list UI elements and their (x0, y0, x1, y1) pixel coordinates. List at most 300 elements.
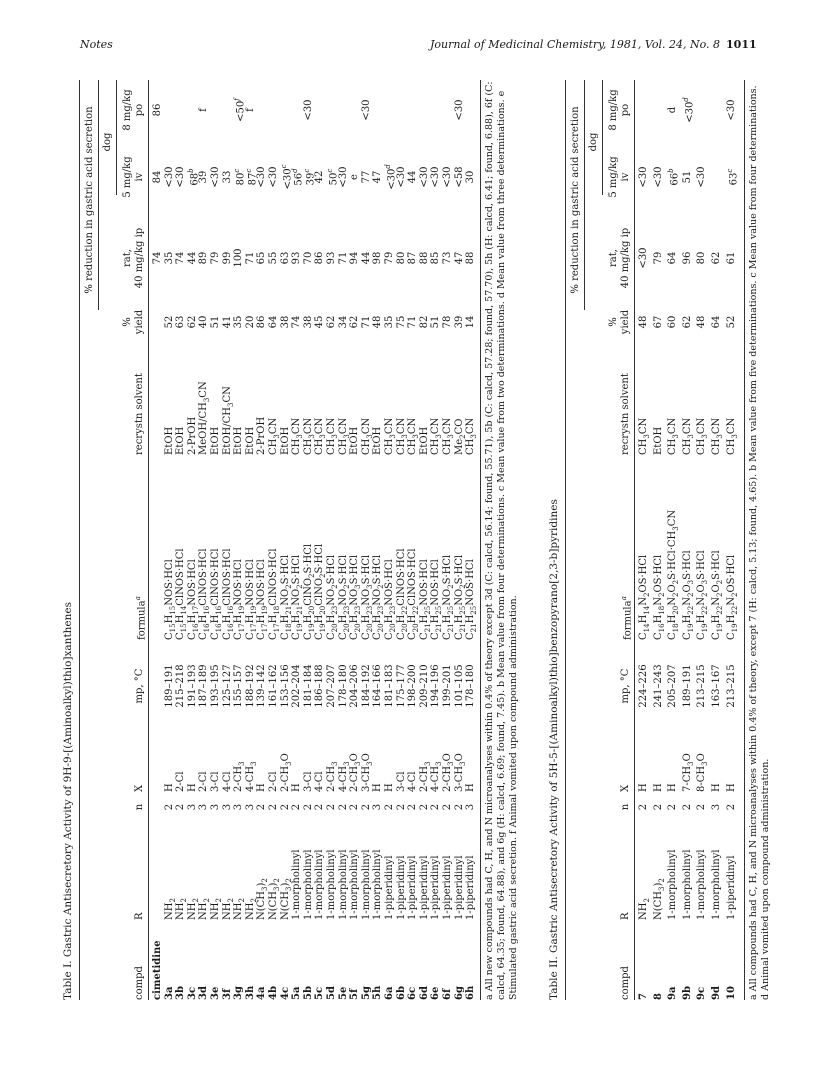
table-cell: 5b (302, 986, 314, 1000)
table-cell: $C_{19}H_{22}N_2OS\cdot HCl$ (725, 554, 739, 640)
table-cell: EtOH (163, 426, 175, 455)
table-cell: 63 (175, 315, 187, 329)
table-cell: 2 (279, 803, 291, 811)
table-cell: H (638, 783, 649, 792)
column-header: R (134, 912, 145, 920)
table-cell: 3 (233, 803, 245, 811)
table-cell: $7-CH_3O$ (681, 753, 695, 792)
column-header: 40 mg/kg ip (134, 227, 145, 289)
dog-header: dog (588, 132, 599, 152)
table-cell: 9c (696, 986, 708, 1000)
table-1 (62, 70, 532, 1010)
table-cell: 199–201 (442, 664, 453, 708)
table-cell: 9a (667, 986, 679, 1000)
group-header: % reduction in gastric acid secretion (84, 106, 95, 294)
table-cell: H (163, 783, 175, 792)
table-cell: 213–215 (725, 664, 737, 708)
table-cell: 65 (256, 251, 268, 265)
table-cell: 68$^b$ (186, 168, 201, 186)
table-1-title: Table I. Gastric Antisecretory Activity of 9H-9-[(Aminoalkyl)thio]xanthenes (62, 601, 74, 1000)
table-cell: 80$^c$ (233, 168, 247, 186)
table-cell: 161–162 (268, 664, 279, 708)
table-cell: $CH_3CN$ (326, 417, 339, 455)
table-cell: 9b (681, 986, 693, 1000)
table-cell: 70 (302, 251, 314, 265)
table-cell: 74 (152, 251, 163, 265)
table-cell: $C_{21}H_{25}NOS\cdot HCl$ (465, 559, 479, 640)
table-cell: 51 (210, 315, 221, 329)
table-cell: $CH_3CN$ (681, 417, 695, 455)
table-cell: 10 (725, 986, 737, 1000)
table-cell: $4-CH_3$ (244, 761, 258, 792)
table-cell: H (725, 783, 737, 792)
column-header: mp, °C (134, 668, 145, 704)
table-cell: 3 (372, 803, 384, 811)
table-cell: 52 (725, 315, 737, 329)
table-cell: $C_{14}H_{14}N_2OS\cdot HCl$ (638, 554, 651, 640)
table-cell: 33 (221, 170, 233, 184)
table-cell: $NH_2$ (198, 898, 212, 920)
table-cell: <30 (418, 166, 430, 188)
table-cell: 44 (360, 251, 372, 265)
table-cell: 9d (711, 986, 722, 1000)
column-header: 5 mg/kg (122, 156, 133, 198)
table-cell: 94 (349, 251, 361, 265)
table-cell: 8 (652, 993, 664, 1000)
table-cell: 42 (314, 170, 326, 184)
table-cell: 189–191 (163, 664, 175, 708)
table-cell: 181–184 (302, 664, 314, 708)
column-header: rat, (608, 249, 619, 267)
table-cell: 100 (233, 248, 245, 268)
table-cell: $C_{19}H_{22}N_2O_3S\cdot HCl$ (681, 550, 695, 640)
table-cell: cimetidine (152, 940, 163, 1000)
table-cell: $NH_2$ (163, 898, 177, 920)
table-2-title: Table II. Gastric Antisecretory Activity of 5H-5-[(Aminoalkyl)thio]benzopyrano[2,3-b]pyridines (548, 499, 560, 1000)
column-header: formula$^a$ (134, 596, 148, 640)
table-cell: 191–193 (186, 664, 198, 708)
group-rule (584, 80, 585, 310)
table-cell: 88 (465, 251, 477, 265)
table-cell: 2 (667, 803, 679, 811)
table-cell: 186–188 (314, 664, 326, 708)
table-cell: 6c (407, 986, 419, 1000)
table-cell: <30 (337, 166, 349, 188)
table-cell: 6g (453, 986, 465, 1000)
table-cell: 1-morpholinyl (326, 849, 337, 920)
table-cell: $<30^d$ (681, 97, 696, 123)
table-cell: 44 (186, 251, 198, 265)
table-cell: 73 (442, 251, 453, 265)
table-cell: 45 (314, 315, 326, 329)
table-cell: 86 (256, 315, 268, 329)
table-cell: $C_{19}H_{21}NO_2S\cdot HCl$ (291, 554, 305, 640)
group-header: % reduction in gastric acid secretion (570, 106, 581, 294)
table-cell: $4-CH_3$ (430, 761, 444, 792)
column-header: po (620, 103, 631, 117)
table-cell: $C_{15}H_{15}NOS\cdot HCl$ (163, 559, 177, 640)
column-header: po (134, 103, 145, 117)
table-cell: 4b (268, 986, 279, 1000)
table-cell: $C_{19}H_{22}N_2O_2S\cdot HCl$ (711, 550, 724, 640)
table-cell: 205–207 (667, 664, 679, 708)
table-cell: EtOH (418, 426, 430, 455)
table-cell: 4-Cl (221, 771, 233, 792)
table-cell: $C_{19}H_{22}N_2O_3S\cdot HCl$ (696, 550, 710, 640)
running-header-section: Notes (80, 38, 113, 51)
table-cell: $C_{18}H_{21}NO_2S\cdot HCl$ (279, 554, 293, 640)
column-header: % (608, 317, 619, 327)
table-cell: 187–189 (198, 664, 210, 708)
table-cell: $C_{16}H_{16}ClNOS\cdot HCl$ (198, 548, 212, 640)
table-cell: 178–180 (337, 664, 349, 708)
table-cell: $C_{20}H_{23}NO_2S\cdot HCl$ (326, 554, 339, 640)
table-cell: $C_{21}H_{25}NOS\cdot HCl$ (430, 559, 444, 640)
table-cell: EtOH (244, 426, 256, 455)
table-cell: $C_{17}H_{19}NOS\cdot HCl$ (233, 559, 247, 640)
table-cell: $C_{18}H_{20}N_2O_2S\cdot HCl\cdot CH_3CN$ (667, 509, 681, 640)
table-cell: $CH_3CN$ (268, 417, 281, 455)
table-cell: 3 (244, 803, 256, 811)
table-cell: <30 (256, 166, 268, 188)
table-cell: 6b (395, 986, 407, 1000)
table-cell: 1-piperidinyl (395, 855, 407, 920)
table-cell: 86 (152, 103, 163, 117)
table-cell: 62 (349, 315, 361, 329)
table-cell: 2 (453, 803, 465, 811)
column-header: 40 mg/kg ip (620, 227, 631, 289)
table-cell: $NH_2$ (244, 898, 258, 920)
top-rule (79, 80, 80, 1000)
table-cell: 241–243 (652, 664, 664, 708)
table-cell: 2-Cl (198, 771, 210, 792)
table-cell: $C_{17}H_{18}ClNOS\cdot HCl$ (268, 548, 281, 640)
table-cell: 198–200 (407, 664, 419, 708)
table-cell: 2 (349, 803, 361, 811)
table-cell: 3e (210, 986, 221, 1000)
table-cell: 63$^c$ (725, 168, 739, 186)
column-header: 5 mg/kg (608, 156, 619, 198)
table-cell: <30 (652, 166, 664, 188)
table-cell: 63 (279, 251, 291, 265)
table-cell: 75 (395, 315, 407, 329)
table-cell: 77 (360, 170, 372, 184)
table-cell: 2 (418, 803, 430, 811)
table-cell: 1-morpholinyl (349, 849, 361, 920)
table-cell: EtOH (210, 426, 221, 455)
table-cell: $C_{21}H_{25}NO_2S\cdot HCl$ (453, 554, 467, 640)
table-cell: 5d (326, 986, 337, 1000)
bottom-rule (480, 80, 481, 1000)
table-cell: 139–142 (256, 664, 268, 708)
table-cell: 4c (279, 986, 291, 1000)
header-rule (148, 80, 149, 1000)
table-cell: 175–177 (395, 664, 407, 708)
table-cell: 2 (395, 803, 407, 811)
table-cell: $C_{16}H_{18}N_2OS\cdot HCl$ (652, 554, 666, 640)
table-cell: 1-piperidinyl (453, 855, 465, 920)
table-cell: 184–192 (360, 664, 372, 708)
table-cell: <30 (453, 99, 465, 121)
table-cell: 3a (163, 986, 175, 1000)
table-cell: $N(CH_3)_2$ (268, 878, 281, 920)
table-cell: 2 (337, 803, 349, 811)
table-cell: EtOH (175, 426, 187, 455)
column-header: compd (134, 966, 145, 1000)
table-cell: <30 (163, 166, 175, 188)
table-cell: 1-piperidinyl (430, 855, 442, 920)
table-cell: EtOH (652, 426, 664, 455)
table-cell: $C_{20}H_{23}NO_3S\cdot HCl$ (360, 554, 374, 640)
table-cell: $C_{20}H_{22}ClNOS\cdot HCl$ (395, 548, 409, 640)
table-cell: 3h (244, 985, 256, 1000)
table-cell: e (349, 174, 361, 180)
table-cell: 2 (163, 803, 175, 811)
table-cell: 2 (314, 803, 326, 811)
running-header-journal (430, 38, 757, 51)
table-cell: 39 (453, 315, 465, 329)
table-cell: <30 (430, 166, 442, 188)
table-cell: $4-CH_3$ (337, 761, 351, 792)
table-cell: 79 (210, 251, 221, 265)
table-cell: $C_{21}H_{25}NOS\cdot HCl$ (418, 559, 432, 640)
table-cell: 20 (244, 315, 256, 329)
table-cell: <30 (442, 166, 453, 188)
table-cell: 125–127 (221, 664, 233, 708)
column-header: rat, (122, 249, 133, 267)
table-2-footnote: a All compounds had C, H, and N microanalyses within 0.4% of theory, except 7 (H: calcd, 5.13; found, 4.65). b Mean value from five determinations. c Mean value from four determinations. d Animal vomited upon compound administration. (748, 85, 771, 1000)
column-header: X (620, 784, 631, 792)
table-cell: EtOH (372, 426, 384, 455)
table-cell: 56$^d$ (291, 168, 305, 186)
table-cell: 3d (198, 986, 210, 1000)
table-cell: 4-Cl (407, 771, 419, 792)
table-cell: 164–166 (372, 664, 384, 708)
table-cell: 155–157 (233, 664, 245, 708)
table-cell: 39 (198, 170, 210, 184)
table-cell: $C_{19}H_{20}ClNO_2S\cdot HCl$ (314, 543, 328, 640)
table-cell: 78 (442, 315, 453, 329)
table-cell: 5g (360, 986, 372, 1000)
table-cell: 52 (163, 315, 175, 329)
table-cell: 1-morpholinyl (291, 849, 303, 920)
table-cell: $C_{16}H_{16}ClNOS\cdot HCl$ (221, 548, 235, 640)
table-cell: $C_{15}H_{14}ClNOS\cdot HCl$ (175, 548, 189, 640)
table-cell: 35 (233, 315, 245, 329)
table-cell: 67 (652, 315, 664, 329)
table-cell: <30 (210, 166, 221, 188)
table-cell: 3-Cl (302, 771, 314, 792)
table-cell: 3f (221, 988, 233, 1000)
table-cell: 1-morpholinyl (696, 849, 708, 920)
table-cell: 2 (360, 803, 372, 811)
table-cell: 71 (407, 315, 419, 329)
table-cell: 2 (302, 803, 314, 811)
table-cell: 3g (233, 986, 245, 1000)
table-cell: $C_{21}H_{25}NO_2S\cdot HCl$ (442, 554, 455, 640)
table-cell: 64 (711, 315, 722, 329)
table-cell: <30 (638, 247, 649, 269)
table-cell: 2 (638, 803, 649, 811)
table-cell: $<50^f$ (233, 98, 247, 122)
table-cell: 71 (244, 251, 256, 265)
table-cell: 1-morpholinyl (302, 849, 314, 920)
table-cell: 2 (256, 803, 268, 811)
table-cell: 163–167 (711, 664, 722, 708)
table-cell: $8-CH_3O$ (696, 753, 710, 792)
table-cell: 35 (163, 251, 175, 265)
table-cell: 1-morpholinyl (681, 849, 693, 920)
column-header: 8 mg/kg (122, 89, 133, 131)
table-cell: $NH_2$ (186, 898, 200, 920)
table-cell: <30 (360, 99, 372, 121)
table-cell: EtOH (349, 426, 361, 455)
table-cell: 3 (711, 803, 722, 811)
table-cell: 215–218 (175, 664, 187, 708)
table-cell: 3 (465, 803, 477, 811)
table-cell: 34 (337, 315, 349, 329)
table-cell: $2-CH_3$ (418, 761, 432, 792)
table-cell: 64 (667, 251, 679, 265)
table-cell: H (667, 783, 679, 792)
table-cell: 4-Cl (314, 771, 326, 792)
table-cell: $CH_3CN$ (314, 417, 328, 455)
table-cell: 6e (430, 986, 442, 1000)
table-cell: 74 (291, 315, 303, 329)
table-cell: 99 (221, 251, 233, 265)
group-rule (98, 80, 99, 310)
table-cell: 1-morpholinyl (337, 849, 349, 920)
table-cell: 44 (407, 170, 419, 184)
table-cell: 101–105 (453, 664, 465, 708)
table-cell: 1-morpholinyl (667, 849, 679, 920)
table-cell: 1-morpholinyl (372, 849, 384, 920)
table-cell: 2 (384, 803, 395, 811)
journal-citation: Journal of Medicinal Chemistry, 1981, Vol. 24, No. 8 (430, 38, 721, 51)
table-cell: 60 (667, 315, 679, 329)
table-cell: 79 (652, 251, 664, 265)
table-cell: 79 (384, 251, 395, 265)
table-cell: 5a (291, 986, 303, 1000)
table-cell: 88 (418, 251, 430, 265)
table-cell: <30 (725, 99, 737, 121)
table-cell: $C_{17}H_{19}NOS\cdot HCl$ (256, 559, 270, 640)
table-cell: $3-CH_3O$ (453, 753, 467, 792)
table-cell: <30 (395, 166, 407, 188)
table-cell: 62 (681, 315, 693, 329)
table-cell: 5h (372, 985, 384, 1000)
table-cell: $NH_2$ (638, 898, 651, 920)
table-cell: 85 (430, 251, 442, 265)
table-cell: 1-morpholinyl (314, 849, 326, 920)
table-cell: <30 (302, 99, 314, 121)
table-cell: $<30^c$ (279, 164, 293, 190)
table-cell: 62 (711, 251, 722, 265)
table-cell: $N(CH_3)_2$ (256, 878, 270, 920)
table-cell: 3-Cl (210, 771, 221, 792)
table-cell: 98 (372, 251, 384, 265)
table-cell: 71 (337, 251, 349, 265)
table-cell: $NH_2$ (221, 898, 235, 920)
table-cell: 62 (186, 315, 198, 329)
table-cell: 204–206 (349, 664, 361, 708)
table-cell: f (244, 108, 256, 112)
column-header: compd (620, 966, 631, 1000)
table-cell: 62 (326, 315, 337, 329)
table-cell: $3-CH_3O$ (360, 753, 374, 792)
table-cell: 3 (198, 803, 210, 811)
table-cell: 207–207 (326, 664, 337, 708)
table-cell: <58 (453, 166, 465, 188)
dog-header: dog (102, 132, 113, 152)
table-cell: 30 (465, 170, 477, 184)
table-cell: $CH_3CN$ (291, 417, 305, 455)
column-header: yield (134, 309, 145, 335)
table-cell: $CH_3CN$ (430, 417, 444, 455)
table-cell: 96 (681, 251, 693, 265)
table-cell: $2-CH_3O$ (442, 753, 455, 792)
table-cell: 5e (337, 986, 349, 1000)
table-cell: $CH_3CN$ (302, 417, 316, 455)
table-cell: <30 (696, 166, 708, 188)
table-cell: $NH_2$ (233, 898, 247, 920)
table-cell: 47 (453, 251, 465, 265)
table-cell: 1-piperidinyl (384, 855, 395, 920)
table-cell: $CH_3CN$ (638, 417, 651, 455)
table-cell: 3c (186, 986, 198, 1000)
table-cell: f (198, 108, 210, 112)
table-cell: 1-piperidinyl (725, 855, 737, 920)
dog-rule (602, 80, 603, 195)
table-cell: EtOH/$CH_3CN$ (221, 386, 235, 455)
table-cell: $CH_3CN$ (465, 417, 479, 455)
table-cell: 86 (314, 251, 326, 265)
table-cell: 2 (652, 803, 664, 811)
table-cell: 2 (430, 803, 442, 811)
table-cell: 2 (681, 803, 693, 811)
table-cell: H (711, 783, 722, 792)
table-cell: 4a (256, 986, 268, 1000)
table-cell: 189–191 (681, 664, 693, 708)
table-cell: $CH_3CN$ (696, 417, 710, 455)
table-cell: 41 (221, 315, 233, 329)
table-cell: $CH_3CN$ (384, 417, 397, 455)
table-cell: 35 (384, 315, 395, 329)
table-cell: $CH_3CN$ (337, 417, 351, 455)
table-cell: EtOH (233, 426, 245, 455)
table-cell: H (291, 783, 303, 792)
table-cell: 5c (314, 986, 326, 1000)
table-cell: $Me_2CO$ (453, 418, 467, 455)
table-cell: $C_{19}H_{20}ClNO_2S\cdot HCl$ (302, 543, 316, 640)
column-header: % (122, 317, 133, 327)
table-cell: $CH_3CN$ (360, 417, 374, 455)
table-cell: 3 (221, 803, 233, 811)
table-cell: $NH_2$ (175, 898, 189, 920)
table-cell: 93 (291, 251, 303, 265)
table-cell: $CH_3CN$ (725, 417, 739, 455)
table-cell: 193–195 (210, 664, 221, 708)
table-cell: 48 (638, 315, 649, 329)
table-cell: 2 (291, 803, 303, 811)
table-cell: 2-Cl (175, 771, 187, 792)
table-cell: $N(CH_3)_2$ (652, 878, 666, 920)
table-cell: 181–183 (384, 664, 395, 708)
table-cell: 3b (175, 986, 187, 1000)
table-cell: 1-piperidinyl (442, 855, 453, 920)
table-cell: $C_{20}H_{22}ClNOS\cdot HCl$ (407, 548, 421, 640)
table-cell: 61 (725, 251, 737, 265)
